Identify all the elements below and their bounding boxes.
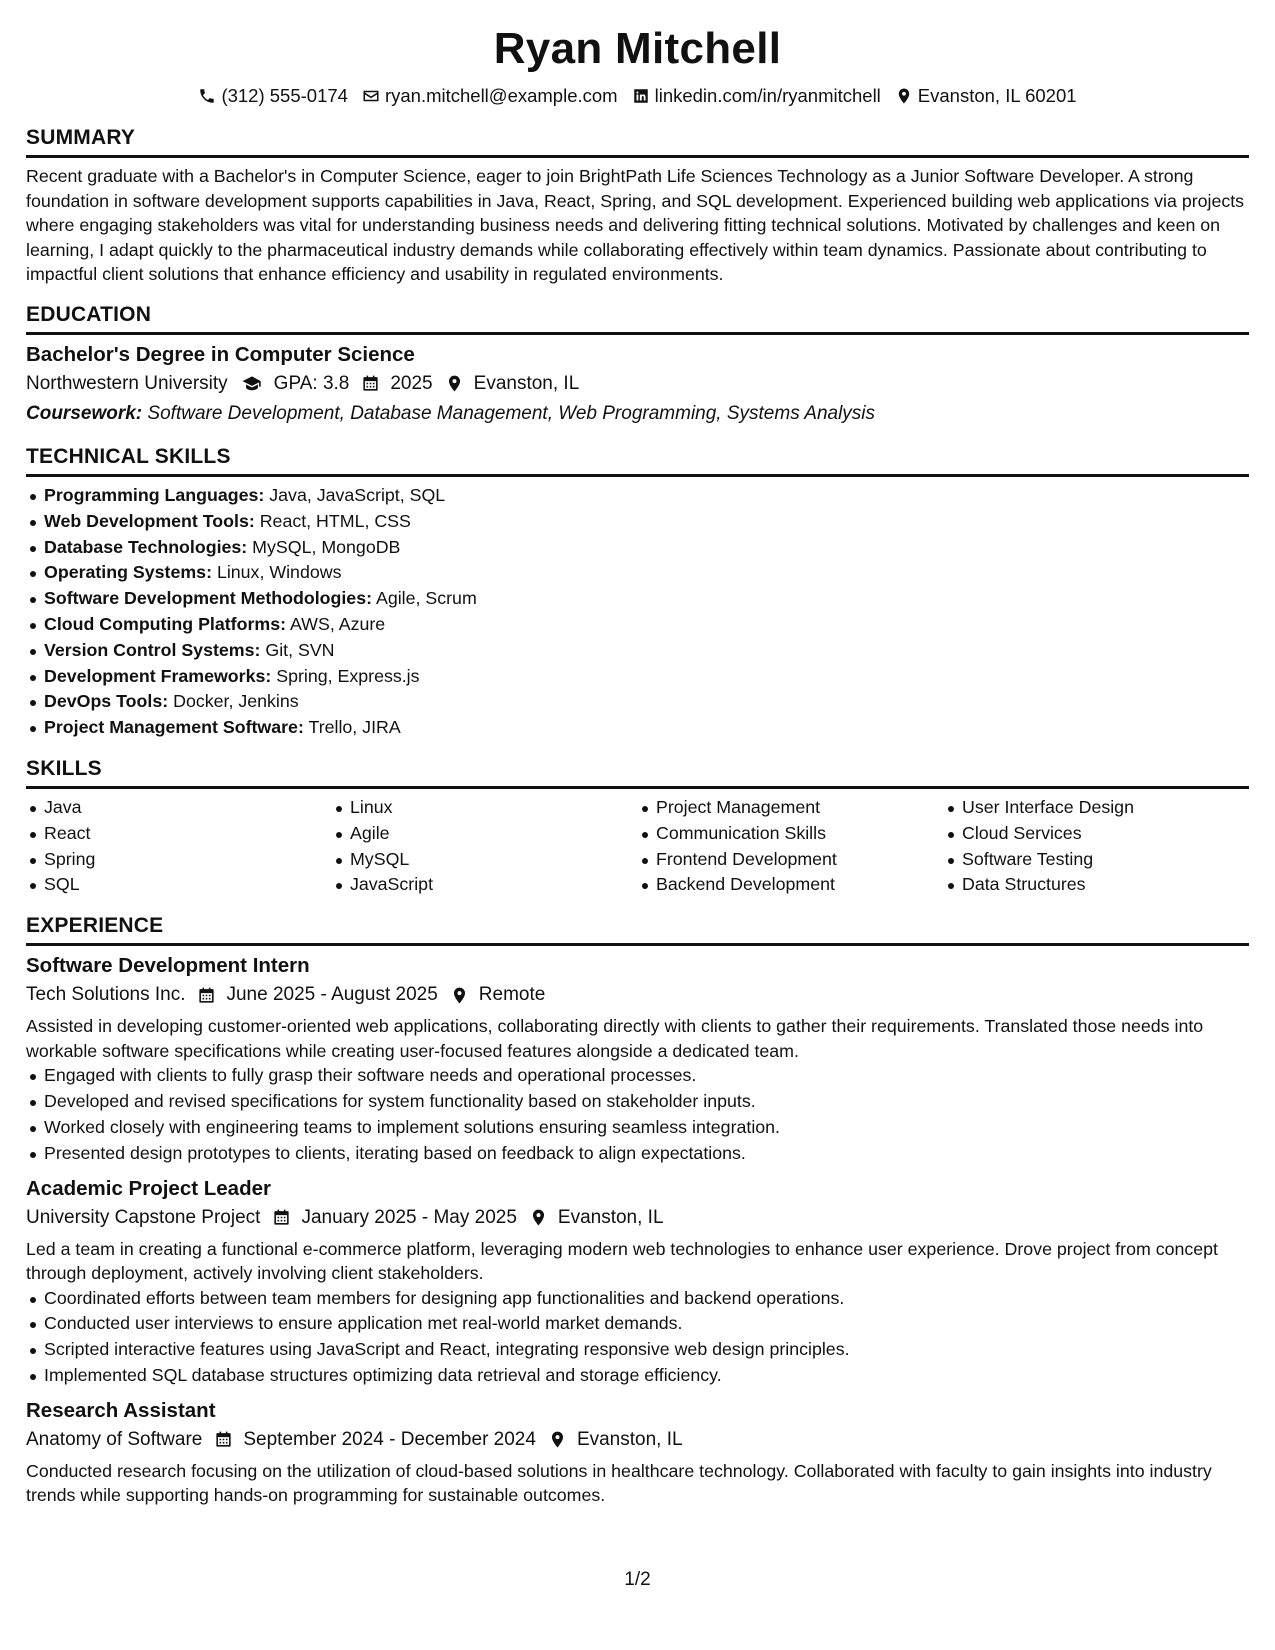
job-dates: June 2025 - August 2025 <box>226 984 438 1006</box>
skill-category: Software Development Methodologies: <box>44 588 372 609</box>
education-location: Evanston, IL <box>473 372 580 394</box>
skill-values: Trello, JIRA <box>308 717 401 738</box>
education-meta <box>26 369 1249 399</box>
education-year-item <box>361 369 432 399</box>
list-item: React <box>44 821 332 847</box>
job-title: Academic Project Leader <box>26 1176 271 1200</box>
list-item: Developed and revised specifications for system functionality based on stakeholder inputs. <box>44 1089 1249 1115</box>
resume-page <box>26 18 1249 1508</box>
graduation-cap-icon <box>240 374 264 393</box>
list-item <box>44 612 1249 638</box>
job-description: Led a team in creating a functional e-commerce platform, leveraging modern web technologies to enhance user experience. Drove project from concept through deployment, actively involving client stakeholders. <box>26 1238 1218 1284</box>
skill-values: MySQL, MongoDB <box>252 536 401 557</box>
job-location: Evanston, IL <box>576 1428 683 1450</box>
list-item: Implemented SQL database structures optimizing data retrieval and storage efficiency. <box>44 1363 1249 1389</box>
skill-category: Development Frameworks: <box>44 665 272 686</box>
job-dates-item <box>214 1425 536 1455</box>
job-meta <box>26 1425 1249 1455</box>
job-dates-item <box>197 980 437 1010</box>
list-item: Project Management <box>656 795 944 821</box>
list-item: User Interface Design <box>962 795 1250 821</box>
list-item <box>44 483 1249 509</box>
calendar-icon <box>361 374 380 393</box>
employer-name: University Capstone Project <box>26 1206 261 1228</box>
list-item: Agile <box>350 821 638 847</box>
job-location: Evanston, IL <box>557 1206 664 1228</box>
skills-column-3 <box>638 795 944 898</box>
job-meta <box>26 980 1249 1010</box>
job-meta <box>26 1203 1249 1233</box>
skills-section <box>26 755 1249 898</box>
list-item: SQL <box>44 872 332 898</box>
list-item: Scripted interactive features using JavaScript and React, integrating responsive web design principles. <box>44 1337 1249 1363</box>
list-item: MySQL <box>350 847 638 873</box>
calendar-icon <box>272 1208 291 1227</box>
job-description: Assisted in developing customer-oriented web applications, collaborating directly with clients to gather their requirements. Translated those needs into workable software specifications while creating user-focused features alongside a dedicated team. <box>26 1016 1204 1061</box>
list-item <box>44 689 1249 715</box>
skill-values: Java, JavaScript, SQL <box>269 484 446 505</box>
job-dates: September 2024 - December 2024 <box>243 1428 536 1450</box>
job-location-item <box>450 980 546 1010</box>
skill-category: Programming Languages: <box>44 484 265 505</box>
skill-values: Git, SVN <box>265 639 335 660</box>
summary-section <box>26 124 1249 287</box>
skill-values: AWS, Azure <box>289 613 386 634</box>
contact-bar <box>26 82 1249 110</box>
experience-heading: EXPERIENCE <box>26 912 1249 946</box>
skill-category: Web Development Tools: <box>44 510 255 531</box>
skill-values: React, HTML, CSS <box>259 510 411 531</box>
skill-category: Cloud Computing Platforms: <box>44 613 287 634</box>
contact-linkedin[interactable] <box>632 82 881 110</box>
employer-name: Anatomy of Software <box>26 1428 203 1450</box>
experience-entry <box>26 1175 1249 1389</box>
skill-category: DevOps Tools: <box>44 691 169 712</box>
job-bullets <box>26 1063 1249 1166</box>
job-location-item <box>548 1425 683 1455</box>
education-section <box>26 301 1249 429</box>
gpa-text: GPA: 3.8 <box>273 372 350 394</box>
candidate-name: Ryan Mitchell <box>493 24 782 73</box>
job-location: Remote <box>478 984 546 1006</box>
gpa-item <box>240 369 350 399</box>
skills-column-4 <box>944 795 1250 898</box>
linkedin-text[interactable]: linkedin.com/in/ryanmitchell <box>654 85 881 106</box>
list-item <box>44 638 1249 664</box>
location-text: Evanston, IL 60201 <box>917 85 1077 106</box>
list-item: Spring <box>44 847 332 873</box>
degree-title: Bachelor's Degree in Computer Science <box>26 342 415 366</box>
map-pin-icon <box>529 1208 548 1227</box>
skill-category: Operating Systems: <box>44 562 212 583</box>
list-item: Worked closely with engineering teams to implement solutions ensuring seamless integration. <box>44 1115 1249 1141</box>
experience-entry <box>26 1397 1249 1508</box>
list-item: Java <box>44 795 332 821</box>
map-pin-icon <box>450 986 469 1005</box>
list-item: Frontend Development <box>656 847 944 873</box>
list-item <box>44 664 1249 690</box>
skill-category: Project Management Software: <box>44 717 304 738</box>
education-location-item <box>445 369 580 399</box>
map-pin-icon <box>548 1430 567 1449</box>
coursework-label: Coursework: <box>26 402 143 424</box>
list-item: Software Testing <box>962 847 1250 873</box>
list-item: Cloud Services <box>962 821 1250 847</box>
coursework-list: Software Development, Database Management, Web Programming, Systems Analysis <box>147 402 876 424</box>
job-title: Software Development Intern <box>26 954 310 978</box>
list-item <box>44 509 1249 535</box>
skill-values: Linux, Windows <box>216 562 342 583</box>
list-item: Conducted user interviews to ensure application met real-world market demands. <box>44 1311 1249 1337</box>
skill-values: Docker, Jenkins <box>173 691 299 712</box>
experience-section <box>26 912 1249 1508</box>
skills-column-2 <box>332 795 638 898</box>
education-year: 2025 <box>390 372 433 394</box>
job-dates-item <box>272 1203 516 1233</box>
list-item: Engaged with clients to fully grasp their software needs and operational processes. <box>44 1063 1249 1089</box>
summary-heading: SUMMARY <box>26 124 1249 158</box>
list-item <box>44 560 1249 586</box>
list-item <box>44 586 1249 612</box>
technical-skills-section <box>26 443 1249 741</box>
page-number: 1/2 <box>624 1569 651 1590</box>
education-heading: EDUCATION <box>26 301 1249 335</box>
coursework-line <box>26 399 1249 429</box>
phone-icon <box>198 87 216 105</box>
envelope-icon <box>362 87 380 105</box>
calendar-icon <box>197 986 216 1005</box>
list-item: Coordinated efforts between team members for designing app functionalities and backend operations. <box>44 1286 1249 1312</box>
contact-location <box>895 82 1077 110</box>
job-bullets <box>26 1286 1249 1389</box>
list-item: Backend Development <box>656 872 944 898</box>
contact-phone <box>198 82 348 110</box>
skill-values: Agile, Scrum <box>375 588 477 609</box>
skills-heading: SKILLS <box>26 755 1249 789</box>
school-name: Northwestern University <box>26 372 228 394</box>
email-text[interactable]: ryan.mitchell@example.com <box>384 85 618 106</box>
skill-category: Database Technologies: <box>44 536 248 557</box>
linkedin-icon <box>632 87 650 105</box>
job-location-item <box>529 1203 664 1233</box>
technical-skills-list <box>26 483 1249 741</box>
job-description: Conducted research focusing on the utilization of cloud-based solutions in healthcare technology. Collaborated with faculty to gain insights into industry trends while supporting hands-on programming for sustainable outcomes. <box>26 1460 1212 1506</box>
list-item: Data Structures <box>962 872 1250 898</box>
technical-skills-heading: TECHNICAL SKILLS <box>26 443 1249 477</box>
phone-text: (312) 555-0174 <box>221 85 348 106</box>
list-item: Presented design prototypes to clients, iterating based on feedback to align expectations. <box>44 1141 1249 1167</box>
job-title: Research Assistant <box>26 1398 216 1422</box>
skill-category: Version Control Systems: <box>44 639 261 660</box>
skills-column-1 <box>26 795 332 898</box>
list-item: Linux <box>350 795 638 821</box>
list-item: JavaScript <box>350 872 638 898</box>
experience-entry <box>26 952 1249 1166</box>
list-item <box>44 535 1249 561</box>
list-item <box>44 715 1249 741</box>
list-item: Communication Skills <box>656 821 944 847</box>
skill-values: Spring, Express.js <box>276 665 420 686</box>
job-dates: January 2025 - May 2025 <box>301 1206 517 1228</box>
summary-text: Recent graduate with a Bachelor's in Computer Science, eager to join BrightPath Life Sciences Technology as a Junior Software Developer. A strong foundation in software development supports capabilities in Java, React, Spring, and SQL development. Experienced building web applications via projects where engaging stakeholders was vital for understanding business needs and delivering fitting technical solutions. Motivated by challenges and keen on learning, I adapt quickly to the pharmaceutical industry demands while collaborating effectively within team dynamics. Passionate about contributing to impactful client solutions that enhance efficiency and usability in regulated environments. <box>26 166 1245 285</box>
contact-email[interactable] <box>362 82 618 110</box>
calendar-icon <box>214 1430 233 1449</box>
map-pin-icon <box>895 87 913 105</box>
map-pin-icon <box>445 374 464 393</box>
employer-name: Tech Solutions Inc. <box>26 984 186 1006</box>
skills-grid <box>26 795 1249 898</box>
